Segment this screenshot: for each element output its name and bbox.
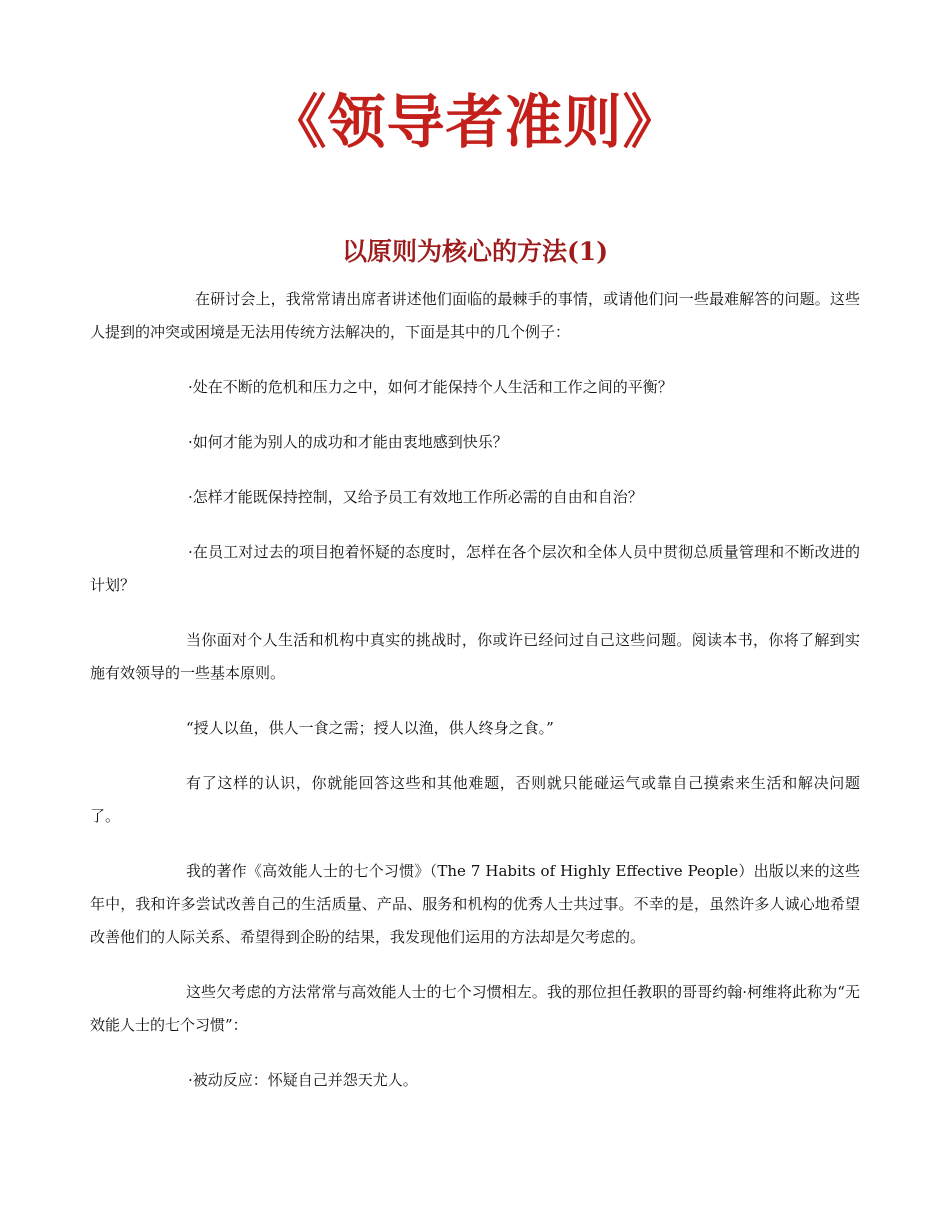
paragraph: 我的著作《高效能人士的七个习惯》（The 7 Habits of Highly Effective People）出版以来的这些年中，我和许多尝试改善自己的生活质量、产品、服务和机构的优秀人士共过事。不幸的是，虽然许多人诚心地希望改善他们的人际关系、希望得到企盼的结果，我发现他们运用的方法却是欠考虑的。 <box>90 862 860 946</box>
paragraph: 有了这样的认识，你就能回答这些和其他难题，否则就只能碰运气或靠自己摸索来生活和解决问题了。 <box>90 774 860 825</box>
paragraph: 这些欠考虑的方法常常与高效能人士的七个习惯相左。我的那位担任教职的哥哥约翰·柯维将此称为“无效能人士的七个习惯”： <box>90 983 860 1034</box>
bullet-item: ·被动反应：怀疑自己并怨天尤人。 <box>188 1071 418 1089</box>
bullet-item: ·如何才能为别人的成功和才能由衷地感到快乐？ <box>188 433 508 451</box>
quote-paragraph: “授人以鱼，供人一食之需；授人以渔，供人终身之食。” <box>186 719 554 737</box>
paragraph: 当你面对个人生活和机构中真实的挑战时，你或许已经问过自己这些问题。阅读本书，你将了解到实施有效领导的一些基本原则。 <box>90 631 860 682</box>
bullet-item: ·处在不断的危机和压力之中，如何才能保持个人生活和工作之间的平衡？ <box>188 378 673 396</box>
document-title: 《领导者准则》 <box>268 88 682 156</box>
document-body <box>90 283 860 1119</box>
section-title: 以原则为核心的方法(1) <box>341 237 609 266</box>
bullet-item: ·怎样才能既保持控制，又给予员工有效地工作所必需的自由和自治？ <box>188 488 643 506</box>
bullet-item: ·在员工对过去的项目抱着怀疑的态度时，怎样在各个层次和全体人员中贯彻总质量管理和不断改进的计划？ <box>90 543 860 594</box>
paragraph-intro: 在研讨会上，我常常请出席者讲述他们面临的最棘手的事情，或请他们问一些最难解答的问题。这些人提到的冲突或困境是无法用传统方法解决的，下面是其中的几个例子： <box>90 290 860 341</box>
